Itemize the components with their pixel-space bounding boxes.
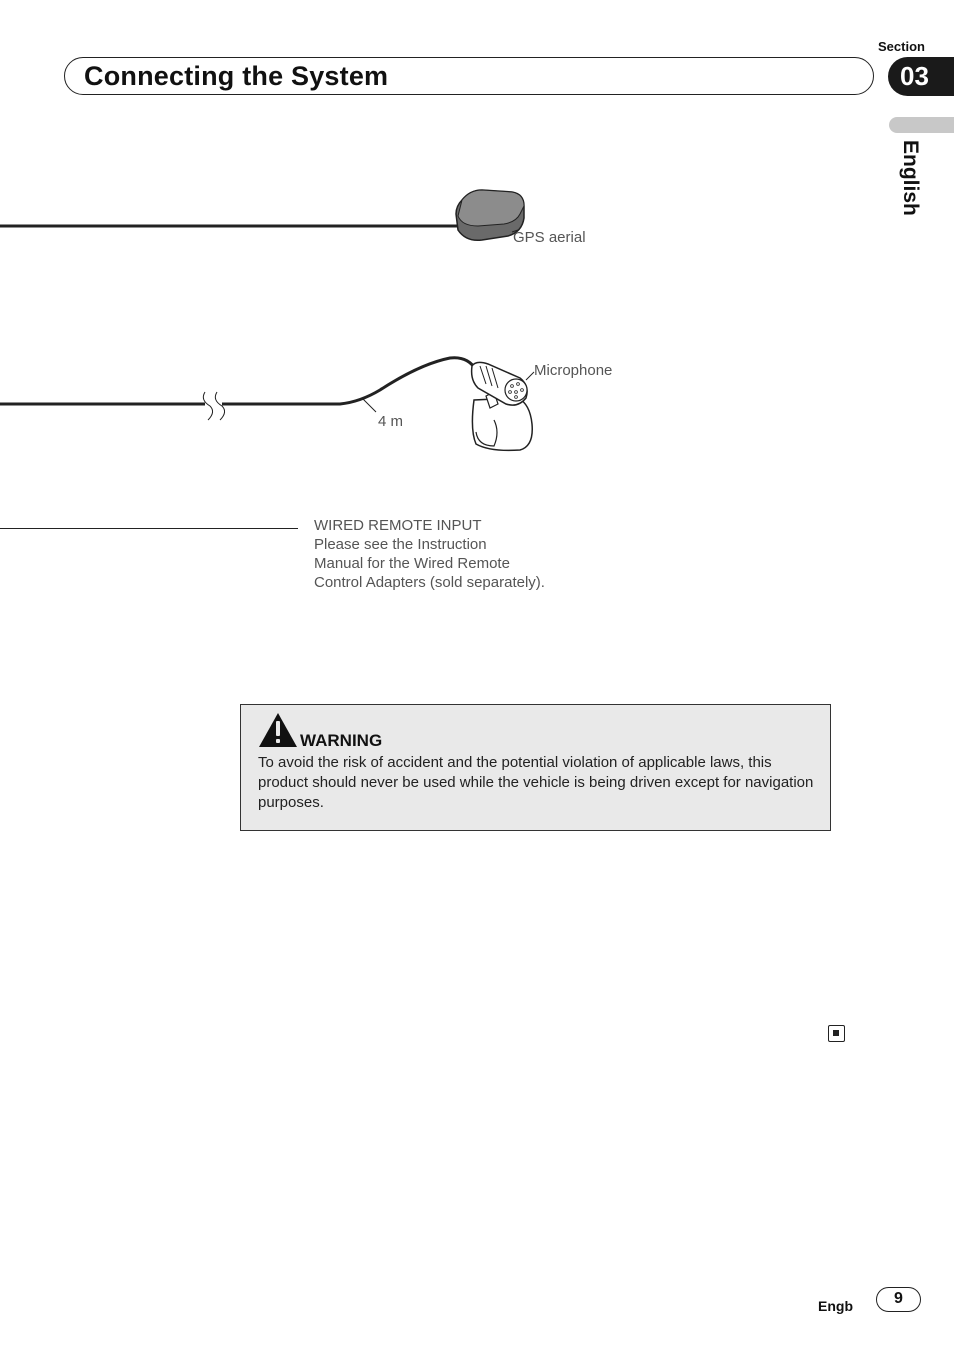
wired-remote-line: Please see the Instruction (314, 536, 487, 553)
warning-title: WARNING (300, 731, 383, 750)
language-label: English (899, 140, 922, 216)
microphone-cable (0, 358, 476, 420)
page-title: Connecting the System (84, 61, 389, 91)
section-label: Section (878, 39, 925, 54)
footer-language-code: Engb (818, 1298, 853, 1314)
page-number: 9 (876, 1287, 921, 1312)
connection-diagram (0, 180, 650, 480)
microphone-label: Microphone (534, 362, 613, 379)
gps-aerial-label: GPS aerial (513, 229, 586, 246)
section-number-badge: 03 (888, 57, 954, 96)
wired-remote-title: WIRED REMOTE INPUT (314, 517, 482, 534)
language-tab (889, 117, 954, 133)
warning-triangle-icon (258, 712, 298, 748)
end-of-section-icon (828, 1025, 845, 1042)
warning-text: To avoid the risk of accident and the potential violation of applicable laws, this product should never be used while the vehicle is being driven except for navigation purposes. (258, 754, 814, 811)
wired-remote-cable (0, 528, 298, 529)
wired-remote-line: Manual for the Wired Remote (314, 555, 510, 572)
microphone-illustration (472, 362, 534, 450)
cable-length-label: 4 m (378, 413, 404, 430)
wired-remote-line: Control Adapters (sold separately). (314, 574, 545, 591)
wired-remote-text (314, 516, 545, 592)
